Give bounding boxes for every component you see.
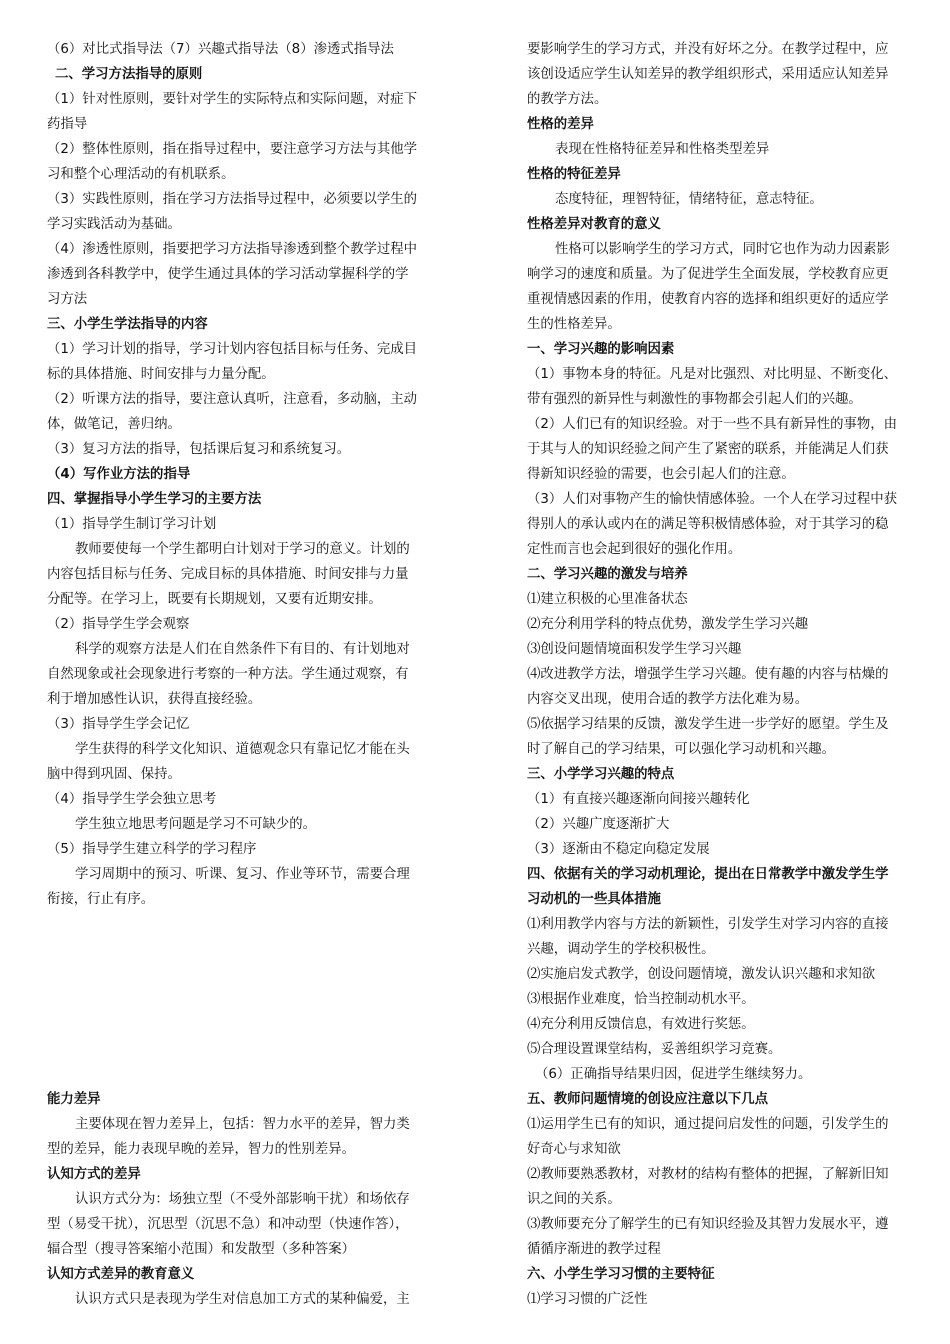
text-line: （1）有直接兴趣逐渐向间接兴趣转化 (527, 792, 750, 807)
text-line: （3）实践性原则，指在学习方法指导过程中，必须要以学生的 (47, 192, 418, 207)
section-heading (47, 962, 445, 987)
text-line: 学生独立地思考问题是学习不可缺少的。 (75, 817, 317, 832)
text-line: ⑸合理设置课堂结构，妥善组织学习竞赛。 (527, 1042, 782, 1057)
text-line: ⑸依据学习结果的反馈，激发学生进一步学好的愿望。学生及 (527, 717, 889, 732)
text-line: 型的差异，能力表现早晚的差异，智力的性别差异。 (47, 1142, 355, 1157)
text-line: 内容交叉出现，使用合适的教学方法化难为易。 (527, 692, 809, 707)
text-line: 习方法 (47, 292, 88, 307)
text-line: 重视情感因素的作用，使教育内容的选择和组织更好的适应学 (527, 292, 889, 307)
text-line: （1）针对性原则，要针对学生的实际特点和实际问题，对症下 (47, 92, 418, 107)
text-line: （1）事物本身的特征。凡是对比强烈、对比明显、不断变化、 (527, 367, 898, 382)
text-line: 体，做笔记，善归纳。 (47, 417, 181, 432)
section-heading: （4）写作业方法的指导 (47, 467, 191, 482)
text-line: 内容包括目标与任务、完成目标的具体措施、时间安排与力量 (47, 567, 409, 582)
text-line: （3）逐渐由不稳定向稳定发展 (527, 842, 710, 857)
section-heading (47, 1062, 445, 1087)
text-line: （5）指导学生建立科学的学习程序 (47, 842, 257, 857)
section-heading: 四、掌握指导小学生学习的主要方法 (47, 492, 262, 507)
text-line: （2）人们已有的知识经验。对于一些不具有新异性的事物，由 (527, 417, 898, 432)
text-line: 得新知识经验的需要，也会引起人们的注意。 (527, 467, 795, 482)
section-heading (47, 912, 445, 937)
section-heading: 性格的差异 (527, 117, 594, 132)
text-line: 定性而言也会起到很好的强化作用。 (527, 542, 742, 557)
text-line: （1）学习计划的指导，学习计划内容包括目标与任务、完成目 (47, 342, 418, 357)
text-line: （3）指导学生学会记忆 (47, 717, 190, 732)
section-heading: 六、小学生学习习惯的主要特征 (527, 1267, 715, 1282)
section-heading: 能力差异 (47, 1092, 101, 1107)
text-line: 学习实践活动为基础。 (47, 217, 181, 232)
text-line: 态度特征，理智特征，情绪特征，意志特征。 (555, 192, 823, 207)
text-line: 学生获得的科学文化知识、道德观念只有靠记忆才能在头 (75, 742, 410, 757)
section-heading: 三、小学学习兴趣的特点 (527, 767, 675, 782)
text-line: 于其与人的知识经验之间产生了紧密的联系，并能满足人们获 (527, 442, 889, 457)
text-line: 得别人的承认或内在的满足等积极情感体验，对于其学习的稳 (527, 517, 889, 532)
text-line: ⑶教师要充分了解学生的已有知识经验及其智力发展水平，遵 (527, 1217, 889, 1232)
text-line: 要影响学生的学习方式，并没有好坏之分。在教学过程中，应 (527, 42, 889, 57)
text-line: ⑵实施启发式教学，创设问题情境，激发认识兴趣和求知欲 (527, 967, 876, 982)
section-heading: 五、教师问题情境的创设应注意以下几点 (527, 1092, 769, 1107)
text-line: 衔接，行止有序。 (47, 892, 155, 907)
text-line: ⑷改进教学方法，增强学生学习兴趣。使有趣的内容与枯燥的 (527, 667, 889, 682)
text-line: （6）正确指导结果归因，促进学生继续努力。 (535, 1067, 812, 1082)
section-heading: 习动机的一些具体措施 (527, 892, 661, 907)
section-heading: 性格差异对教育的意义 (527, 217, 661, 232)
text-line: 教师要使每一个学生都明白计划对于学习的意义。计划的 (75, 542, 410, 557)
text-line: ⑵教师要熟悉教材，对教材的结构有整体的把握，了解新旧知 (527, 1167, 889, 1182)
text-line: 时了解自己的学习结果，可以强化学习动机和兴趣。 (527, 742, 835, 757)
left-text-column (47, 37, 445, 1312)
section-heading: 认知方式差异的教育意义 (47, 1267, 195, 1282)
text-line: 兴趣，调动学生的学校积极性。 (527, 942, 715, 957)
text-line: 表现在性格特征差异和性格类型差异 (555, 142, 770, 157)
text-line: 认识方式分为：场独立型（不受外部影响干扰）和场依存 (75, 1192, 410, 1207)
text-line: （3）复习方法的指导，包括课后复习和系统复习。 (47, 442, 351, 457)
text-line: 的教学方法。 (527, 92, 608, 107)
text-line: 该创设适应学生认知差异的教学组织形式，采用适应认知差异 (527, 67, 889, 82)
text-line: 识之间的关系。 (527, 1192, 621, 1207)
section-heading: 认知方式的差异 (47, 1167, 141, 1182)
right-text-column (527, 37, 924, 1312)
text-line: （4）渗透性原则，指要把学习方法指导渗透到整个教学过程中 (47, 242, 418, 257)
section-heading (47, 987, 445, 1012)
text-line: （2）整体性原则，指在指导过程中，要注意学习方法与其他学 (47, 142, 418, 157)
text-line: （2）兴趣广度逐渐扩大 (527, 817, 670, 832)
text-line: 性格可以影响学生的学习方式，同时它也作为动力因素影 (555, 242, 890, 257)
text-line: ⑴学习习惯的广泛性 (527, 1292, 648, 1307)
text-line: 习和整个心理活动的有机联系。 (47, 167, 235, 182)
text-line: ⑴利用教学内容与方法的新颖性，引发学生对学习内容的直接 (527, 917, 889, 932)
text-line: 学习周期中的预习、听课、复习、作业等环节，需要合理 (75, 867, 410, 882)
text-line: ⑴建立积极的心里准备状态 (527, 592, 688, 607)
text-line: 药指导 (47, 117, 88, 132)
section-heading: 三、小学生学法指导的内容 (47, 317, 208, 332)
text-line: 标的具体措施、时间安排与力量分配。 (47, 367, 275, 382)
section-heading (47, 937, 445, 962)
text-line: 渗透到各科教学中，使学生通过具体的学习活动掌握科学的学 (47, 267, 409, 282)
text-line: 脑中得到巩固、保持。 (47, 767, 181, 782)
text-line: 科学的观察方法是人们在自然条件下有目的、有计划地对 (75, 642, 410, 657)
text-line: ⑴运用学生已有的知识，通过提问启发性的问题，引发学生的 (527, 1117, 889, 1132)
text-line: 带有强烈的新异性与刺激性的事物都会引起人们的兴趣。 (527, 392, 862, 407)
text-line: 利于增加感性认识，获得直接经验。 (47, 692, 262, 707)
section-heading: 二、学习方法指导的原则 (55, 67, 203, 82)
text-line: （2）指导学生学会观察 (47, 617, 190, 632)
section-heading (47, 1037, 445, 1062)
section-heading: 性格的特征差异 (527, 167, 621, 182)
text-line: 好奇心与求知欲 (527, 1142, 621, 1157)
text-line: ⑷充分利用反馈信息，有效进行奖惩。 (527, 1017, 755, 1032)
text-line: （2）听课方法的指导，要注意认真听，注意看，多动脑，主动 (47, 392, 418, 407)
text-line: 分配等。在学习上，既要有长期规划，又要有近期安排。 (47, 592, 382, 607)
text-line: 生的性格差异。 (527, 317, 621, 332)
text-line: （6）对比式指导法（7）兴趣式指导法（8）渗透式指导法 (47, 42, 394, 57)
text-line: 辐合型（搜寻答案缩小范围）和发散型（多种答案） (47, 1242, 355, 1257)
text-line: 主要体现在智力差异上，包括：智力水平的差异，智力类 (75, 1117, 410, 1132)
section-heading (47, 1012, 445, 1037)
text-line: （4）指导学生学会独立思考 (47, 792, 217, 807)
text-line: 认识方式只是表现为学生对信息加工方式的某种偏爱，主 (75, 1292, 410, 1307)
text-line: ⑵充分利用学科的特点优势，激发学生学习兴趣 (527, 617, 809, 632)
text-line: （3）人们对事物产生的愉快情感体验。一个人在学习过程中获 (527, 492, 898, 507)
section-heading: 二、学习兴趣的激发与培养 (527, 567, 688, 582)
section-heading: 四、依据有关的学习动机理论，提出在日常教学中激发学生学 (527, 867, 889, 882)
text-line: ⑶根据作业难度，恰当控制动机水平。 (527, 992, 755, 1007)
text-line: 自然现象或社会现象进行考察的一种方法。学生通过观察，有 (47, 667, 409, 682)
text-line: ⑶创设问题情境面积发学生学习兴趣 (527, 642, 742, 657)
text-line: 响学习的速度和质量。为了促进学生全面发展，学校教育应更 (527, 267, 889, 282)
text-line: 循循序渐进的教学过程 (527, 1242, 661, 1257)
text-line: 型（易受干扰），沉思型（沉思不急）和冲动型（快速作答）， (47, 1217, 409, 1232)
section-heading: 一、学习兴趣的影响因素 (527, 342, 675, 357)
text-line: （1）指导学生制订学习计划 (47, 517, 217, 532)
